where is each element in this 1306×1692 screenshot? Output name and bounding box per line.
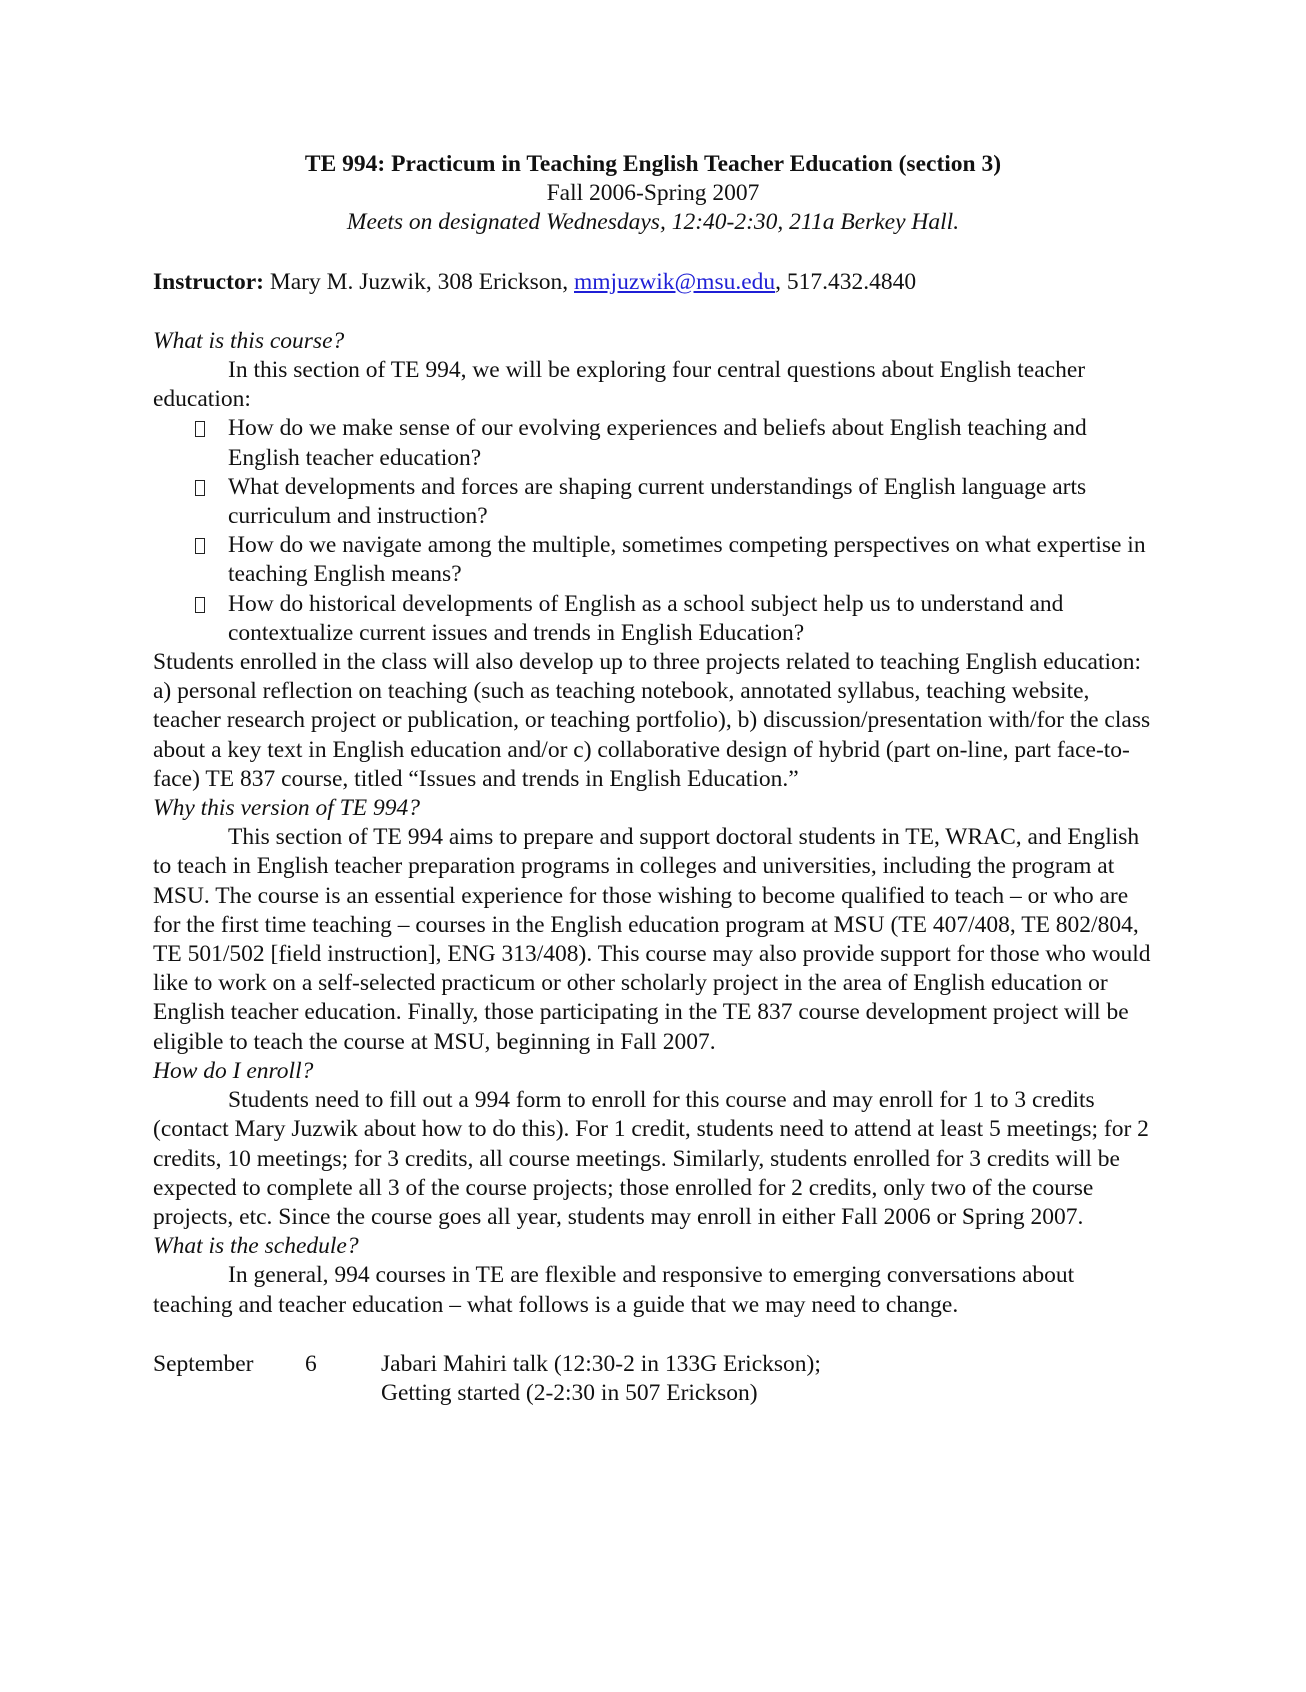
missing-glyph-bullet-icon	[195, 597, 205, 613]
why-version-paragraph: This section of TE 994 aims to prepare and support doctoral students in TE, WRAC, and English to teach in English teacher preparation programs in colleges and universities, including the program at MSU. The course is an essential experience for those wishing to become qualified to teach – or who are for the first time teaching – courses in the English education program at MSU (TE 407/408, TE 802/804, TE 501/502 [field instruction], ENG 313/408). This course may also provide support for those who would like to work on a self-selected practicum or other scholarly project in the area of English education or English teacher education. Finally, those participating in the TE 837 course development project will be eligible to teach the course at MSU, beginning in Fall 2007.	[153, 824, 1151, 1055]
course-term: Fall 2006-Spring 2007	[546, 180, 760, 207]
heading-schedule: What is the schedule?	[153, 1233, 359, 1260]
heading-what-is-course: What is this course?	[153, 327, 345, 354]
enroll-paragraph: Students need to fill out a 994 form to enroll for this course and may enroll for 1 to 3 credits (contact Mary Juzwik about how to do this). For 1 credit, students need to attend at least 5 meetings; for 2 credits, 10 meetings; for 3 credits, all course meetings. Similarly, students enrolled for 3 credits will be expected to complete all 3 of the course projects; those enrolled for 2 credits, only two of the course projects, etc. Since the course goes all year, students may enroll in either Fall 2006 or Spring 2007.	[153, 1087, 1149, 1230]
course-intro-paragraph: In this section of TE 994, we will be exploring four central questions about English teacher education:	[153, 357, 1086, 413]
schedule-month: September	[153, 1350, 254, 1377]
missing-glyph-bullet-icon	[195, 538, 205, 554]
instructor-email-link[interactable]: mmjuzwik@msu.edu	[574, 268, 776, 295]
question-text: How do we make sense of our evolving experiences and beliefs about English teaching and English teacher education?	[228, 415, 1087, 471]
instructor-label: Instructor:	[153, 268, 264, 295]
course-title: TE 994: Practicum in Teaching English Teacher Education (section 3)	[304, 151, 1002, 177]
question-text: How do we navigate among the multiple, sometimes competing perspectives on what expertise in teaching English means?	[228, 532, 1146, 588]
schedule-table	[153, 1350, 1153, 1408]
schedule-paragraph: In general, 994 courses in TE are flexible and responsive to emerging conversations about teaching and teacher education – what follows is a guide that we may need to change.	[153, 1262, 1075, 1318]
central-questions-list	[153, 414, 1153, 648]
list-item	[153, 590, 1153, 648]
list-item	[153, 414, 1153, 472]
missing-glyph-bullet-icon	[195, 480, 205, 496]
list-item	[153, 473, 1153, 531]
question-text: How do historical developments of English as a school subject help us to understand and contextualize current issues and trends in English Education?	[228, 590, 1064, 646]
heading-why-version: Why this version of TE 994?	[153, 795, 420, 822]
schedule-event: Jabari Mahiri talk (12:30-2 in 133G Erickson);	[381, 1350, 821, 1377]
schedule-row	[153, 1350, 1153, 1408]
meeting-info: Meets on designated Wednesdays, 12:40-2:30, 211a Berkey Hall.	[346, 209, 960, 236]
list-item	[153, 531, 1153, 589]
schedule-events	[381, 1350, 1153, 1408]
instructor-name-office: Mary M. Juzwik, 308 Erickson,	[269, 268, 569, 295]
projects-paragraph: Students enrolled in the class will also develop up to three projects related to teaching English education: a) personal reflection on teaching (such as teaching notebook, annotated syllabus, teaching website, teacher research project or publication, or teaching portfolio), b) discussion/presentation with/for the class about a key text in English education and/or c) collaborative design of hybrid (part on-line, part face-to-face) TE 837 course, titled “Issues and trends in English Education.”	[153, 649, 1151, 792]
question-text: What developments and forces are shaping current understandings of English language arts curriculum and instruction?	[228, 473, 1087, 530]
schedule-event: Getting started (2-2:30 in 507 Erickson)	[381, 1379, 758, 1406]
syllabus-page	[153, 150, 1153, 1408]
syllabus-header	[153, 150, 1153, 238]
missing-glyph-bullet-icon	[195, 421, 205, 437]
instructor-line	[153, 268, 1153, 297]
schedule-day: 6	[305, 1350, 317, 1377]
heading-enroll: How do I enroll?	[153, 1057, 314, 1084]
instructor-phone: , 517.432.4840	[775, 268, 917, 295]
